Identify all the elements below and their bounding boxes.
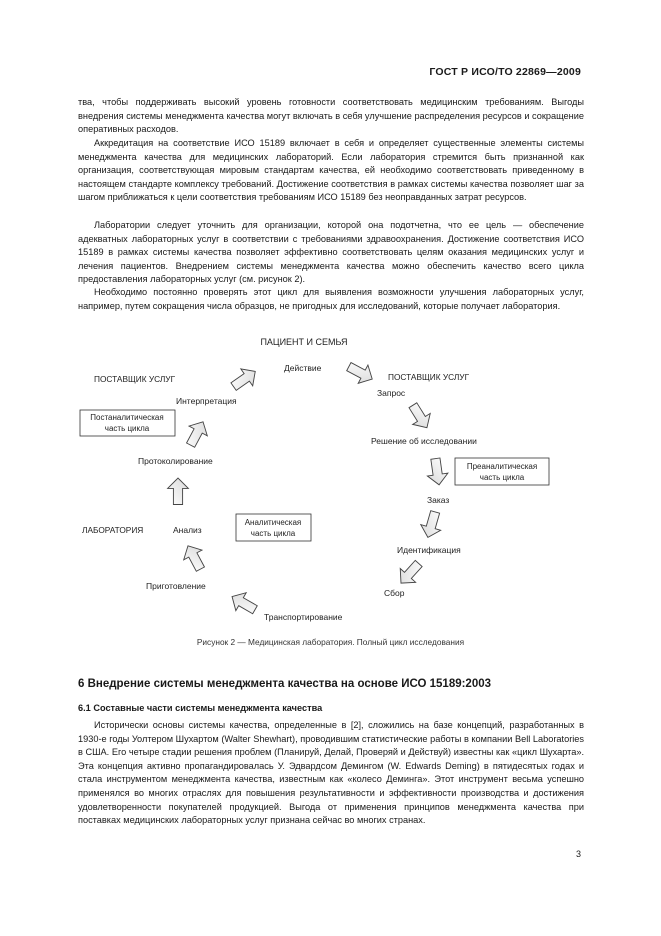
page-number: 3 <box>575 849 581 859</box>
post-analytic-phase-box <box>80 410 175 436</box>
step-request: Запрос <box>377 388 406 398</box>
analytic-phase-line1: Аналитическая <box>244 518 302 527</box>
laboratory-label: ЛАБОРАТОРИЯ <box>82 525 144 535</box>
post-phase-line2: часть цикла <box>104 424 150 433</box>
step-identification: Идентификация <box>397 545 461 555</box>
section-6-1-heading: 6.1 Составные части системы менеджмента качества <box>78 703 323 713</box>
step-action: Действие <box>284 363 322 373</box>
pre-phase-line1: Преаналитическая <box>466 462 538 471</box>
pre-analytic-phase-box <box>455 458 549 485</box>
step-decision: Решение об исследовании <box>371 436 477 446</box>
analytic-phase-box <box>236 514 311 541</box>
arrow-analysis-to-protocol <box>168 478 189 504</box>
arrow-request-to-decision <box>404 400 436 433</box>
arrow-identification-to-collection <box>393 557 426 591</box>
paragraph-cycle-review: Необходимо постоянно проверять этот цикл для выявления возможности улучшения лабораторных услуг, например, путем сокращения числа образцов, не пригодных для исследований, которые получает лаборатория. <box>78 287 584 311</box>
paragraph-laboratory-goal: Лаборатории следует уточнить для организации, которой она подотчетна, что ее цель — обеспечение адекватных лабораторных услуг в соответствии с требованиями здравоохранения. Достижение соответствия ИСО 15189 в рамках системы качества позволяет эффективно соответствовать целям оказания медицинских услуг и лечения пациентов. Внедрением системы менеджмента качества можно обеспечить качество всего цикла предоставления лабораторных услуг (см. рисунок 2). <box>78 220 584 285</box>
section-6-heading: 6 Внедрение системы менеджмента качества на основе ИСО 15189:2003 <box>78 678 492 690</box>
document-header: ГОСТ Р ИСО/ТО 22869—2009 <box>429 66 581 78</box>
paragraph-continuation: тва, чтобы поддерживать высокий уровень готовности соответствовать медицинским требованиям. Выгоды внедрения системы менеджмента качества могут включать в себя улучшение распределения ресурсов и сокращение оперативных расходов. <box>78 97 584 135</box>
arrow-preparation-to-analysis <box>179 541 210 574</box>
analytic-phase-line2: часть цикла <box>250 529 296 538</box>
arrow-transport-to-preparation <box>227 588 260 619</box>
provider-right-label: ПОСТАВЩИК УСЛУГ <box>388 372 470 382</box>
paragraph-accreditation: Аккредитация на соответствие ИСО 15189 включает в себя и определяет существенные элементы системы менеджмента качества для медицинских лабораторий. Если лаборатория стремится быть признанной как организация, соответствующая мировым стандартам качества, ей необходимо соответствовать приведенному в настоящем стандарте комплексу требований. Достижение соответствия в рамках системы качества позволяет шаг за шагом приближаться к цели соответствия требованиям ИСО 15189 без неоправданных затрат ресурсов. <box>78 138 584 203</box>
paragraph-quality-history: Исторически основы системы качества, определенные в [2], сложились на базе концепций, разработанных в 1930-е годы Уолтером Шухартом (Walter Shewhart), проводившим статистические работы в компании Bell Laboratories в США. Его четыре стадии решения проблем (Планируй, Делай, Проверяй и Действуй) известны как «цикл Шухарта». Эта концепция активно пропагандировалась У. Эдвардсом Демингом (W. Edwards Deming) в пятидесятых годах и стала инструментом менеджмента качества, известным как «колесо Деминга». Этот инструмент весьма успешно применялся во многих отраслях для повышения результативности и эффективности производства и достижения удовлетворенности покупателей продукцией. Выгода от применения принципов менеджмента качества при поставках медицинских лабораторных услуг признана сейчас во многих странах. <box>78 720 584 826</box>
step-analysis: Анализ <box>173 525 202 535</box>
arrow-order-to-identification <box>418 509 445 540</box>
step-order: Заказ <box>427 495 450 505</box>
patient-family-label: ПАЦИЕНТ И СЕМЬЯ <box>260 337 348 347</box>
step-protocol: Протоколирование <box>138 456 213 466</box>
step-collection: Сбор <box>384 588 405 598</box>
figure-caption: Рисунок 2 — Медицинская лаборатория. Полный цикл исследования <box>196 637 465 647</box>
pre-phase-line2: часть цикла <box>479 473 525 482</box>
arrow-action-to-request <box>344 357 377 388</box>
arrow-interpretation-to-action <box>228 363 262 395</box>
arrow-decision-to-order <box>425 457 449 486</box>
arrow-protocol-to-interpretation <box>181 417 212 450</box>
lab-cycle-diagram <box>0 330 661 650</box>
step-preparation: Приготовление <box>146 581 206 591</box>
post-phase-line1: Постаналитическая <box>90 413 164 422</box>
step-interpretation: Интерпретация <box>176 396 237 406</box>
step-transport: Транспортирование <box>264 612 343 622</box>
provider-left-label: ПОСТАВЩИК УСЛУГ <box>94 374 176 384</box>
